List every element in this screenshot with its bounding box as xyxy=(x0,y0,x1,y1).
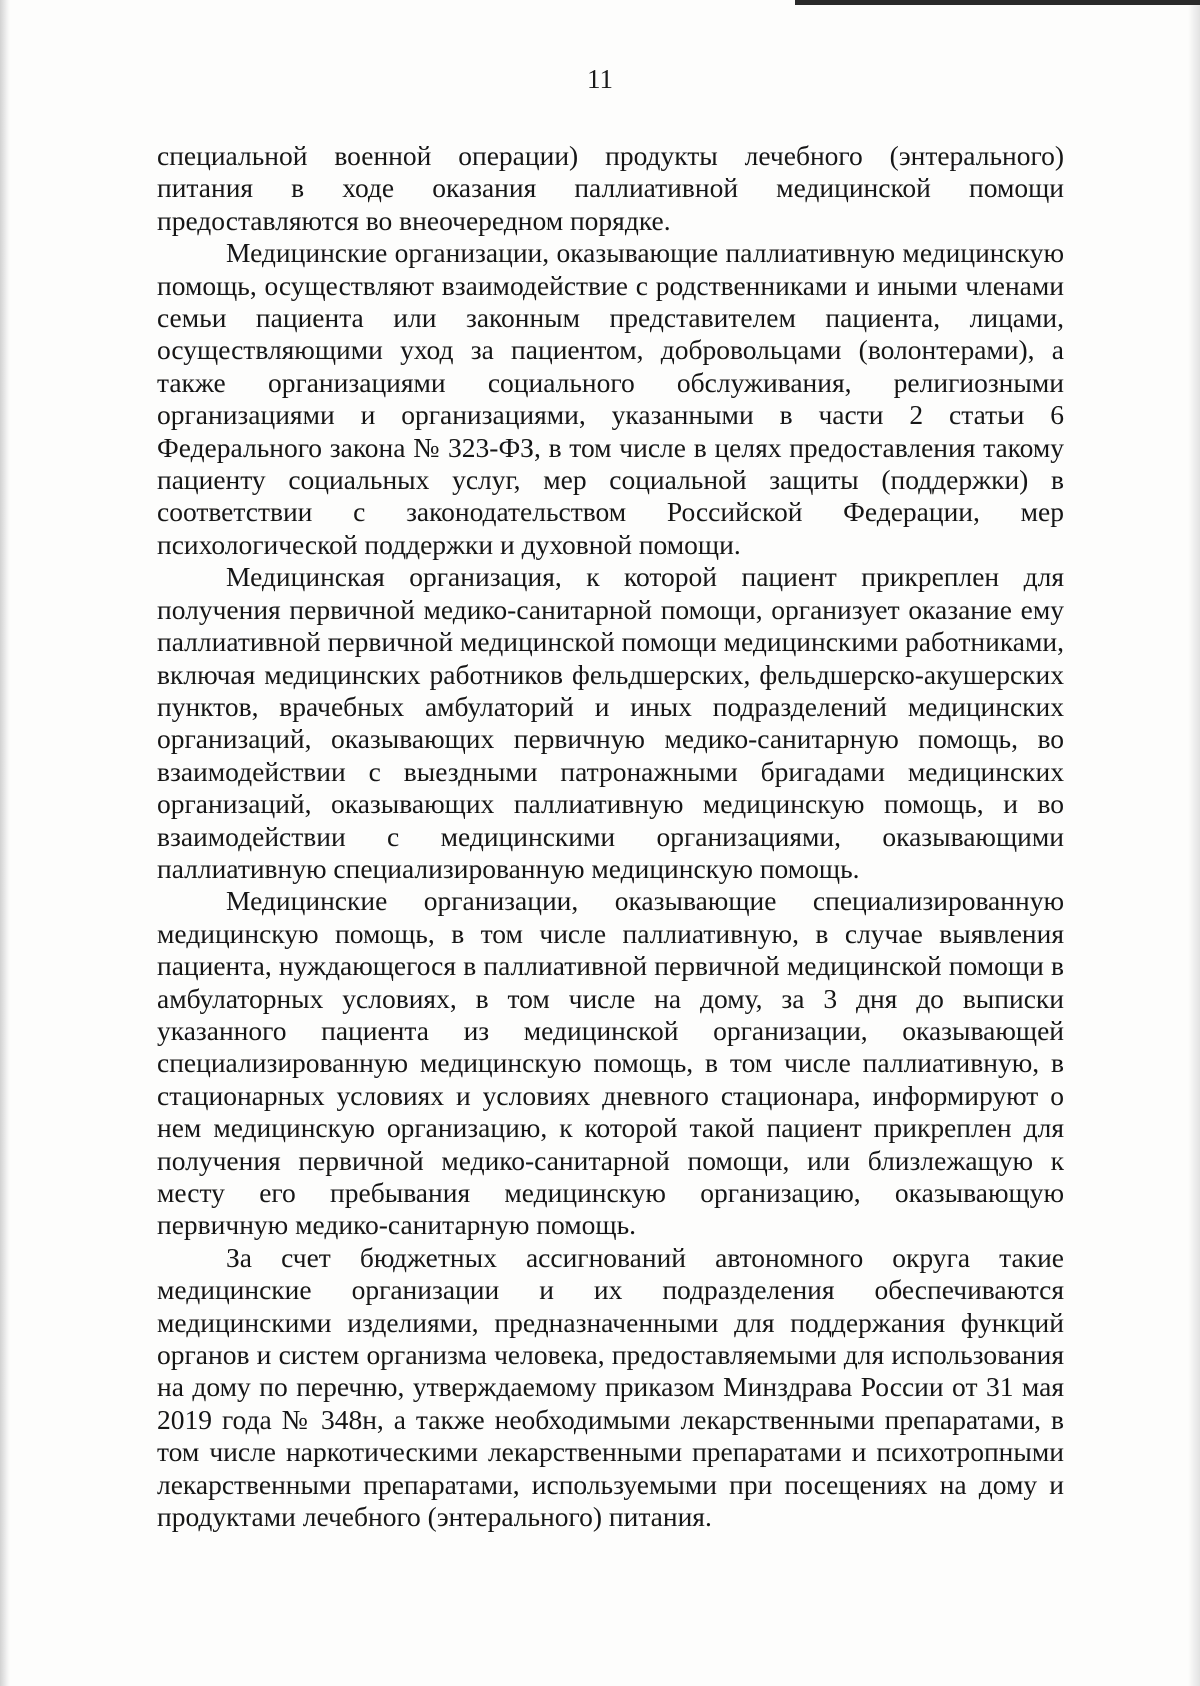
scan-edge-top-rule xyxy=(795,0,1200,5)
scan-edge-right xyxy=(1188,0,1200,1686)
paragraph-interaction: Медицинские организации, оказывающие паллиативную медицинскую помощь, осуществляют взаимодействие с родственниками и иными членами семьи пациента или законным представителем пациента, лицами, осуществляющими уход за пациентом, добровольцами (волонтерами), а также организациями социального обслуживания, религиозными организациями и организациями, указанными в части 2 статьи 6 Федерального закона № 323-ФЗ, в том числе в целях предоставления такому пациенту социальных услуг, мер социальной защиты (поддержки) в соответствии с законодательством Российской Федерации, мер психологической поддержки и духовной помощи. xyxy=(157,237,1064,560)
paragraph-primary-care: Медицинская организация, к которой пациент прикреплен для получения первичной медико-санитарной помощи, организует оказание ему паллиативной первичной медицинской помощи медицинскими работниками, включая медицинских работников фельдшерских, фельдшерско-акушерских пунктов, врачебных амбулаторий и иных подразделений медицинских организаций, оказывающих первичную медико-санитарную помощь, во взаимодействии с выездными патронажными бригадами медицинских организаций, оказывающих паллиативную медицинскую помощь, и во взаимодействии с медицинскими организациями, оказывающими паллиативную специализированную медицинскую помощь. xyxy=(157,561,1064,884)
paragraph-specialized-care: Медицинские организации, оказывающие специализированную медицинскую помощь, в том числе паллиативную, в случае выявления пациента, нуждающегося в паллиативной первичной медицинской помощи в амбулаторных условиях, в том числе на дому, за 3 дня до выписки указанного пациента из медицинской организации, оказывающей специализированную медицинскую помощь, в том числе паллиативную, в стационарных условиях и условиях дневного стационара, информируют о нем медицинскую организацию, к которой такой пациент прикреплен для получения первичной медико-санитарной помощи, или близлежащую к месту его пребывания медицинскую организацию, оказывающую первичную медико-санитарную помощь. xyxy=(157,885,1064,1241)
paragraph-continuation: специальной военной операции) продукты лечебного (энтерального) питания в ходе оказания паллиативной медицинской помощи предоставляются во внеочередном порядке. xyxy=(157,140,1064,236)
document-body xyxy=(157,140,1064,1533)
scan-edge-left xyxy=(0,0,10,1686)
page-number: 11 xyxy=(587,64,613,94)
paragraph-funding: За счет бюджетных ассигнований автономного округа такие медицинские организации и их подразделения обеспечиваются медицинскими изделиями, предназначенными для поддержания функций органов и систем организма человека, предоставляемыми для использования на дому по перечню, утверждаемому приказом Минздрава России от 31 мая 2019 года № 348н, а также необходимыми лекарственными препаратами, в том числе наркотическими лекарственными препаратами и психотропными лекарственными препаратами, используемыми при посещениях на дому и продуктами лечебного (энтерального) питания. xyxy=(157,1241,1064,1533)
